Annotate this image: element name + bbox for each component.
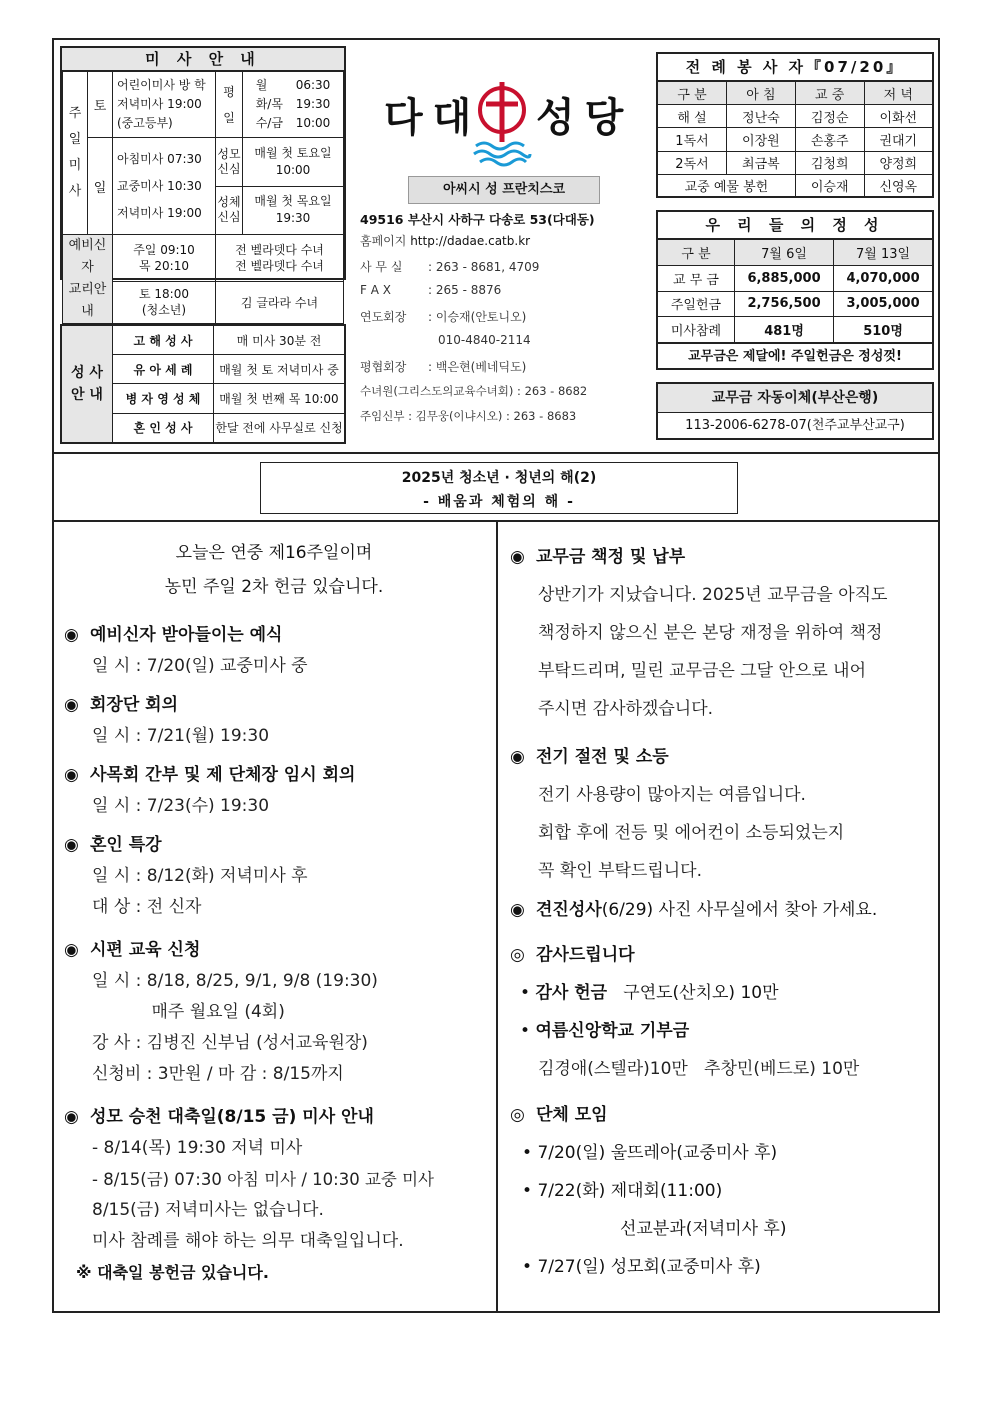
notice-title: ◎ 단체 모임 bbox=[510, 1096, 932, 1134]
notice-line: 주시면 감사하겠습니다. bbox=[538, 699, 714, 719]
notice-title: ◉ 사목회 간부 및 제 단체장 임시 회의 bbox=[64, 760, 484, 791]
sacrament-when: 매월 첫 번째 목 10:00 bbox=[214, 384, 345, 413]
sacrament-when: 매 미사 30분 전 bbox=[214, 326, 345, 355]
homepage-link[interactable]: http://dadae.catb.kr bbox=[410, 234, 531, 248]
finance-label: 미사참례 bbox=[658, 317, 735, 343]
notice-title: ◉ 혼인 특강 bbox=[64, 830, 484, 861]
autopay-account: 113-2006-6278-07(천주교부산교구) bbox=[685, 418, 905, 433]
servers-cell: 김정순 bbox=[795, 105, 864, 128]
notice-line: 일 시 : 8/18, 8/25, 9/1, 9/8 (19:30) bbox=[92, 971, 378, 991]
notice-title: ◉ 견진성사(6/29) 사진 사무실에서 찾아 가세요. bbox=[510, 890, 932, 930]
finance-value: 2,756,500 bbox=[735, 291, 834, 317]
servers-cell: 이장원 bbox=[727, 128, 796, 151]
servers-cell: 정난숙 bbox=[727, 105, 796, 128]
convent-row: 수녀원(그리스도의교육수녀회) : 263 - 8682 bbox=[360, 384, 588, 398]
sacrament-box bbox=[60, 324, 346, 444]
sunday-mass-label: 주 일 미 사 bbox=[63, 72, 88, 235]
servers-role: 2독서 bbox=[658, 151, 727, 174]
weekday-label: 평 일 bbox=[216, 72, 243, 138]
notice-title: ◉ 회장단 회의 bbox=[64, 690, 484, 721]
offering-label: 교중 예물 봉헌 bbox=[658, 174, 795, 197]
bullet-icon: ◉ bbox=[64, 695, 79, 715]
dot-icon: • bbox=[522, 1181, 538, 1201]
eucharist-label: 성체 신심 bbox=[216, 186, 243, 234]
servers-header: 교 중 bbox=[795, 82, 864, 105]
intro-line: 오늘은 연중 제16주일이며 bbox=[175, 543, 373, 563]
notice-line: 책정하지 않으신 분은 본당 재정을 위하여 책정 bbox=[538, 623, 883, 643]
group-item: • 7/22(화) 제대회(11:00) bbox=[522, 1181, 723, 1201]
group-item: 선교분과(저녁미사 후) bbox=[620, 1219, 787, 1239]
sacrament-name: 고 해 성 사 bbox=[113, 326, 214, 355]
contact-row: F A X : 265 - 8876 bbox=[360, 283, 502, 297]
theme-box bbox=[260, 462, 738, 514]
notice-title: ◉ 교무금 책정 및 납부 bbox=[510, 538, 932, 576]
servers-role: 1독서 bbox=[658, 128, 727, 151]
contact-row: 평협회장 : 백은현(베네딕도) bbox=[360, 360, 527, 374]
notice-title: ◉ 예비신자 받아들이는 예식 bbox=[64, 620, 484, 651]
mass-info-title: 미 사 안 내 bbox=[62, 48, 344, 71]
notice-line: 강 사 : 김병진 신부님 (성서교육원장) bbox=[92, 1033, 368, 1053]
finance-header: 7월 6일 bbox=[735, 240, 834, 266]
parish-address: 49516 부산시 사하구 다송로 53(다대동) bbox=[360, 212, 595, 227]
intro-line: 농민 주일 2차 헌금 있습니다. bbox=[164, 577, 384, 597]
servers-cell: 김청희 bbox=[795, 151, 864, 174]
bullet-icon: ◉ bbox=[510, 900, 525, 920]
contact-row: 사 무 실 : 263 - 8681, 4709 bbox=[360, 260, 540, 274]
saturday-mass: 어린이미사 방 학 저녁미사 19:00 (중고등부) bbox=[113, 72, 216, 138]
offering-morning: 이승재 bbox=[795, 174, 864, 197]
parish-header bbox=[354, 82, 654, 202]
finance-label: 교 무 금 bbox=[658, 265, 735, 291]
patron-saint: 아씨시 성 프란치스코 bbox=[408, 176, 600, 204]
dot-icon: • bbox=[522, 1257, 538, 1277]
notice-line: 일 시 : 7/20(일) 교중미사 중 bbox=[92, 656, 308, 676]
sacrament-name: 혼 인 성 사 bbox=[113, 413, 214, 442]
thanks-item: • 여름신앙학교 기부금 bbox=[520, 1021, 690, 1041]
weekday-mass: 월 06:30 화/목 19:30 수/금 10:00 bbox=[243, 72, 344, 138]
pastor-row: 주임신부 : 김무웅(이냐시오) : 263 - 8683 bbox=[360, 409, 577, 423]
bullet-icon: ◉ bbox=[64, 835, 79, 855]
notice-line: 일 시 : 7/21(월) 19:30 bbox=[92, 726, 270, 746]
finance-value: 6,885,000 bbox=[735, 265, 834, 291]
finance-header: 7월 13일 bbox=[834, 240, 932, 266]
finance-label: 주일헌금 bbox=[658, 291, 735, 317]
marian-time: 매월 첫 토요일 10:00 bbox=[243, 138, 344, 186]
sunday-mass: 아침미사 07:30 교중미사 10:30 저녁미사 19:00 bbox=[113, 138, 216, 235]
notice-line: 일 시 : 7/23(수) 19:30 bbox=[92, 796, 270, 816]
finance-value: 481명 bbox=[735, 317, 834, 343]
dot-icon: • bbox=[522, 1143, 538, 1163]
marian-label: 성모 신심 bbox=[216, 138, 243, 186]
notice-title: ◉ 성모 승천 대축일(8/15 금) 미사 안내 bbox=[64, 1102, 484, 1133]
servers-cell: 최금복 bbox=[727, 151, 796, 174]
servers-cell: 손홍주 bbox=[795, 128, 864, 151]
sacrament-table bbox=[62, 326, 344, 442]
notice-line: - 8/14(목) 19:30 저녁 미사 bbox=[92, 1138, 303, 1158]
notice-line: 상반기가 지났습니다. 2025년 교무금을 아직도 bbox=[538, 585, 888, 605]
sacrament-when: 매월 첫 토 저녁미사 중 bbox=[214, 355, 345, 384]
mass-info-box bbox=[60, 46, 346, 319]
sacrament-name: 병 자 영 성 체 bbox=[113, 384, 214, 413]
thanks-names: 김경애(스텔라)10만 추창민(베드로) 10만 bbox=[538, 1059, 860, 1079]
group-item: • 7/20(일) 울뜨레아(교중미사 후) bbox=[522, 1143, 778, 1163]
notice-line: 부탁드리며, 밀린 교무금은 그달 안으로 내어 bbox=[538, 661, 867, 681]
theme-line-2: - 배움과 체험의 해 - bbox=[423, 494, 575, 510]
column-divider bbox=[496, 520, 498, 1313]
notice-line: - 8/15(금) 07:30 아침 미사 / 10:30 교중 미사 bbox=[92, 1170, 434, 1189]
finance-header: 구 분 bbox=[658, 240, 735, 266]
autopay-title: 교무금 자동이체(부산은행) bbox=[658, 384, 932, 413]
circle-icon: ◎ bbox=[510, 1105, 525, 1125]
sunday-label: 일 bbox=[88, 138, 113, 235]
contact-row: 연도회장 : 이승재(안토니오) bbox=[360, 310, 527, 324]
finance-title: 우 리 들 의 정 성 bbox=[658, 212, 932, 239]
devotion-cell bbox=[216, 138, 344, 235]
notice-line: 미사 참례를 해야 하는 의무 대축일입니다. bbox=[92, 1231, 404, 1251]
notice-line: 꼭 확인 부탁드립니다. bbox=[538, 861, 703, 881]
servers-cell: 권대기 bbox=[864, 128, 932, 151]
notice-title: ◉ 전기 절전 및 소등 bbox=[510, 738, 932, 776]
notice-line: 신청비 : 3만원 / 마 감 : 8/15까지 bbox=[92, 1064, 344, 1084]
catechumen-label: 예비신자 교리안내 bbox=[63, 235, 113, 324]
homepage-row: 홈페이지 http://dadae.catb.kr bbox=[360, 234, 531, 248]
notice-line: 매주 월요일 (4회) bbox=[92, 1002, 285, 1022]
dot-icon: • bbox=[520, 983, 536, 1003]
bullet-icon: ◉ bbox=[510, 547, 525, 567]
dot-icon: • bbox=[520, 1021, 536, 1041]
bullet-icon: ◉ bbox=[64, 940, 79, 960]
divider-top bbox=[54, 452, 938, 454]
parish-name-left: 다 대 bbox=[384, 95, 470, 141]
servers-cell: 양정희 bbox=[864, 151, 932, 174]
notice-title: ◉ 시편 교육 신청 bbox=[64, 935, 484, 966]
notice-line: 회합 후에 전등 및 에어컨이 소등되었는지 bbox=[538, 823, 845, 843]
notice-title: ◎ 감사드립니다 bbox=[510, 936, 932, 974]
servers-header: 아 침 bbox=[727, 82, 796, 105]
servers-role: 해 설 bbox=[658, 105, 727, 128]
offering-evening: 신영옥 bbox=[864, 174, 932, 197]
servers-box bbox=[656, 52, 934, 198]
finance-note: 교무금은 제달에! 주일헌금은 정성껏! bbox=[658, 343, 932, 370]
bullet-icon: ◉ bbox=[510, 747, 525, 767]
catechumen-teacher-1: 전 벨라뎃다 수녀 전 벨라뎃다 수녀 bbox=[216, 235, 344, 282]
finance-value: 4,070,000 bbox=[834, 265, 932, 291]
saturday-label: 토 bbox=[88, 72, 113, 138]
finance-table bbox=[658, 239, 932, 343]
catechumen-teacher-2: 김 글라라 수녀 bbox=[216, 281, 344, 323]
notice-line: ※ 대축일 봉헌금 있습니다. bbox=[76, 1263, 269, 1282]
sacrament-when: 한달 전에 사무실로 신청 bbox=[214, 413, 345, 442]
bullet-icon: ◉ bbox=[64, 625, 79, 645]
parish-name-right: 성 당 bbox=[536, 95, 622, 141]
finance-value: 3,005,000 bbox=[834, 291, 932, 317]
finance-box bbox=[656, 210, 934, 370]
notice-line: 대 상 : 전 신자 bbox=[92, 897, 202, 917]
catechumen-time-1: 주일 09:10 목 20:10 bbox=[113, 235, 216, 282]
finance-value: 510명 bbox=[834, 317, 932, 343]
contact-row: 010-4840-2114 bbox=[438, 333, 531, 347]
right-column bbox=[510, 538, 932, 1286]
parish-contacts bbox=[360, 210, 650, 433]
sacrament-label: 성 사 안 내 bbox=[62, 326, 113, 442]
bulletin-frame bbox=[52, 38, 940, 1313]
servers-header: 저 녁 bbox=[864, 82, 932, 105]
bullet-icon: ◉ bbox=[64, 1107, 79, 1127]
mass-table bbox=[62, 71, 344, 324]
notice-line: 8/15(금) 저녁미사는 없습니다. bbox=[92, 1200, 324, 1220]
notice-line: 전기 사용량이 많아지는 여름입니다. bbox=[538, 785, 806, 805]
servers-table bbox=[658, 81, 932, 197]
eucharist-time: 매월 첫 목요일 19:30 bbox=[243, 186, 344, 234]
theme-line-1: 2025년 청소년 · 청년의 해(2) bbox=[401, 470, 597, 486]
notice-line: 일 시 : 8/12(화) 저녁미사 후 bbox=[92, 866, 308, 886]
catechumen-time-2: 토 18:00 (청소년) bbox=[113, 281, 216, 323]
servers-cell: 이화선 bbox=[864, 105, 932, 128]
sacrament-name: 유 아 세 례 bbox=[113, 355, 214, 384]
servers-title: 전 례 봉 사 자『07/20』 bbox=[658, 54, 932, 81]
autopay-box bbox=[656, 382, 934, 440]
servers-header: 구 분 bbox=[658, 82, 727, 105]
left-column bbox=[64, 536, 484, 1288]
group-item: • 7/27(일) 성모회(교중미사 후) bbox=[522, 1257, 761, 1277]
bullet-icon: ◉ bbox=[64, 765, 79, 785]
parish-logo-icon bbox=[472, 82, 532, 172]
circle-icon: ◎ bbox=[510, 945, 525, 965]
thanks-item: • 감사 헌금 구연도(산치오) 10만 bbox=[520, 983, 779, 1003]
